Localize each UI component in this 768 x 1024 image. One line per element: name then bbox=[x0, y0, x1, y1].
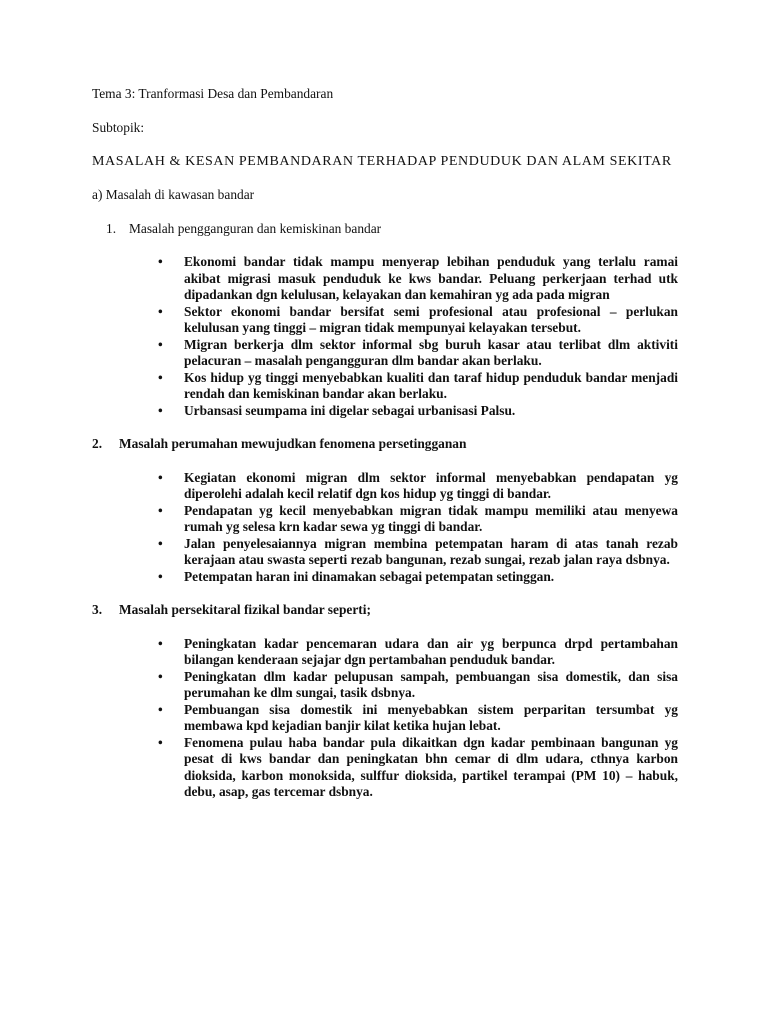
bullet-item bbox=[92, 702, 678, 735]
subtopik-label: Subtopik: bbox=[92, 119, 145, 135]
bullet-text: Fenomena pulau haba bandar pula dikaitkan dgn kadar pembinaan bangunan yg pesat di kws bandar dan peningkatan bhn cemar di dlm udara, cthnya karbon dioksida, karbon monoksida, sulffur dioksida, partikel terampai (PM 10) – habuk, debu, asap, gas tercemar dsbnya. bbox=[184, 734, 678, 799]
bullet-icon: • bbox=[158, 734, 163, 750]
spacer bbox=[92, 170, 678, 187]
spacer bbox=[92, 585, 678, 602]
bullet-item bbox=[92, 735, 678, 801]
spacer bbox=[92, 136, 678, 153]
bullet-item bbox=[92, 403, 678, 420]
bullet-icon: • bbox=[158, 502, 163, 518]
bullet-text: Migran berkerja dlm sektor informal sbg buruh kasar atau terlibat dlm aktiviti pelacuran – masalah pengangguran dlm bandar akan berlaku. bbox=[184, 336, 678, 368]
spacer bbox=[92, 619, 678, 636]
bullet-item bbox=[92, 536, 678, 569]
bullet-text: Urbansasi seumpama ini digelar sebagai urbanisasi Palsu. bbox=[184, 402, 516, 418]
bullet-icon: • bbox=[158, 369, 163, 385]
bullet-icon: • bbox=[158, 668, 163, 684]
bullet-item bbox=[92, 669, 678, 702]
list-heading-text: Masalah perumahan mewujudkan fenomena persetingganan bbox=[119, 436, 467, 451]
bullet-text: Petempatan haran ini dinamakan sebagai petempatan setinggan. bbox=[184, 568, 555, 584]
bullet-icon: • bbox=[158, 701, 163, 717]
document-content bbox=[92, 86, 678, 801]
bullet-text: Jalan penyelesaiannya migran membina petempatan haram di atas tanah rezab kerajaan atau swasta seperti rezab bangunan, rezab sungai, rezab jalan raya dsbnya. bbox=[184, 535, 678, 567]
bullet-text: Sektor ekonomi bandar bersifat semi profesional atau profesional – perlukan kelulusan yang tinggi – migran tidak mempunyai kelayakan tersebut. bbox=[184, 303, 678, 335]
bullet-text: Pembuangan sisa domestik ini menyebabkan sistem perparitan tersumbat yg membawa kpd kejadian banjir kilat ketika hujan lebat. bbox=[184, 701, 678, 733]
bullet-icon: • bbox=[158, 303, 163, 319]
bullet-list-2 bbox=[92, 470, 678, 586]
bullet-text: Kos hidup yg tinggi menyebabkan kualiti dan taraf hidup penduduk bandar menjadi rendah dan kemiskinan bandar akan berlaku. bbox=[184, 369, 678, 401]
bullet-list-1 bbox=[92, 254, 678, 419]
bullet-text: Pendapatan yg kecil menyebabkan migran tidak mampu memiliki atau menyewa rumah yg selesa krn kadar sewa yg tinggi di bandar. bbox=[184, 502, 678, 534]
list-item-3-heading bbox=[92, 602, 678, 619]
list-number: 2. bbox=[92, 436, 103, 451]
main-heading: MASALAH & KESAN PEMBANDARAN TERHADAP PENDUDUK DAN ALAM SEKITAR bbox=[92, 154, 672, 169]
spacer bbox=[92, 103, 678, 120]
bullet-item bbox=[92, 636, 678, 669]
document-title: Tema 3: Tranformasi Desa dan Pembandaran bbox=[92, 86, 334, 101]
list-heading-text: Masalah pengganguran dan kemiskinan bandar bbox=[129, 220, 382, 236]
list-heading-text: Masalah persekitaral fizikal bandar seperti; bbox=[119, 602, 371, 617]
spacer bbox=[92, 453, 678, 470]
bullet-icon: • bbox=[158, 568, 163, 584]
bullet-icon: • bbox=[158, 535, 163, 551]
bullet-icon: • bbox=[158, 402, 163, 418]
bullet-text: Ekonomi bandar tidak mampu menyerap lebihan penduduk yang terlalu ramai akibat migrasi masuk penduduk ke kws bandar. Peluang perkerjaan terhad utk dipadankan dgn kelulusan, kelayakan dan kemahiran yg ada pada migran bbox=[184, 254, 678, 302]
bullet-list-3 bbox=[92, 636, 678, 801]
list-item-2-heading bbox=[92, 436, 678, 453]
bullet-item bbox=[92, 254, 678, 304]
spacer bbox=[92, 419, 678, 436]
bullet-text: Kegiatan ekonomi migran dlm sektor informal menyebabkan pendapatan yg diperolehi adalah kecil relatif dgn kos hidup yg tinggi di bandar. bbox=[184, 469, 678, 501]
section-a-heading: a) Masalah di kawasan bandar bbox=[92, 187, 255, 202]
bullet-item bbox=[92, 470, 678, 503]
bullet-item bbox=[92, 304, 678, 337]
bullet-item bbox=[92, 337, 678, 370]
spacer bbox=[92, 237, 678, 254]
bullet-icon: • bbox=[158, 254, 163, 269]
bullet-icon: • bbox=[158, 635, 163, 651]
list-number: 1. bbox=[106, 220, 117, 236]
list-item-1-heading bbox=[92, 221, 678, 238]
bullet-icon: • bbox=[158, 336, 163, 352]
bullet-text: Peningkatan dlm kadar pelupusan sampah, pembuangan sisa domestik, dan sisa perumahan ke dlm sungai, tasik dsbnya. bbox=[184, 668, 678, 700]
bullet-item bbox=[92, 503, 678, 536]
bullet-item bbox=[92, 569, 678, 586]
bullet-text: Peningkatan kadar pencemaran udara dan air yg berpunca drpd pertambahan bilangan kenderaan sejajar dgn pertambahan penduduk bandar. bbox=[184, 635, 678, 667]
bullet-item bbox=[92, 370, 678, 403]
spacer bbox=[92, 204, 678, 221]
bullet-icon: • bbox=[158, 469, 163, 485]
list-number: 3. bbox=[92, 602, 103, 617]
